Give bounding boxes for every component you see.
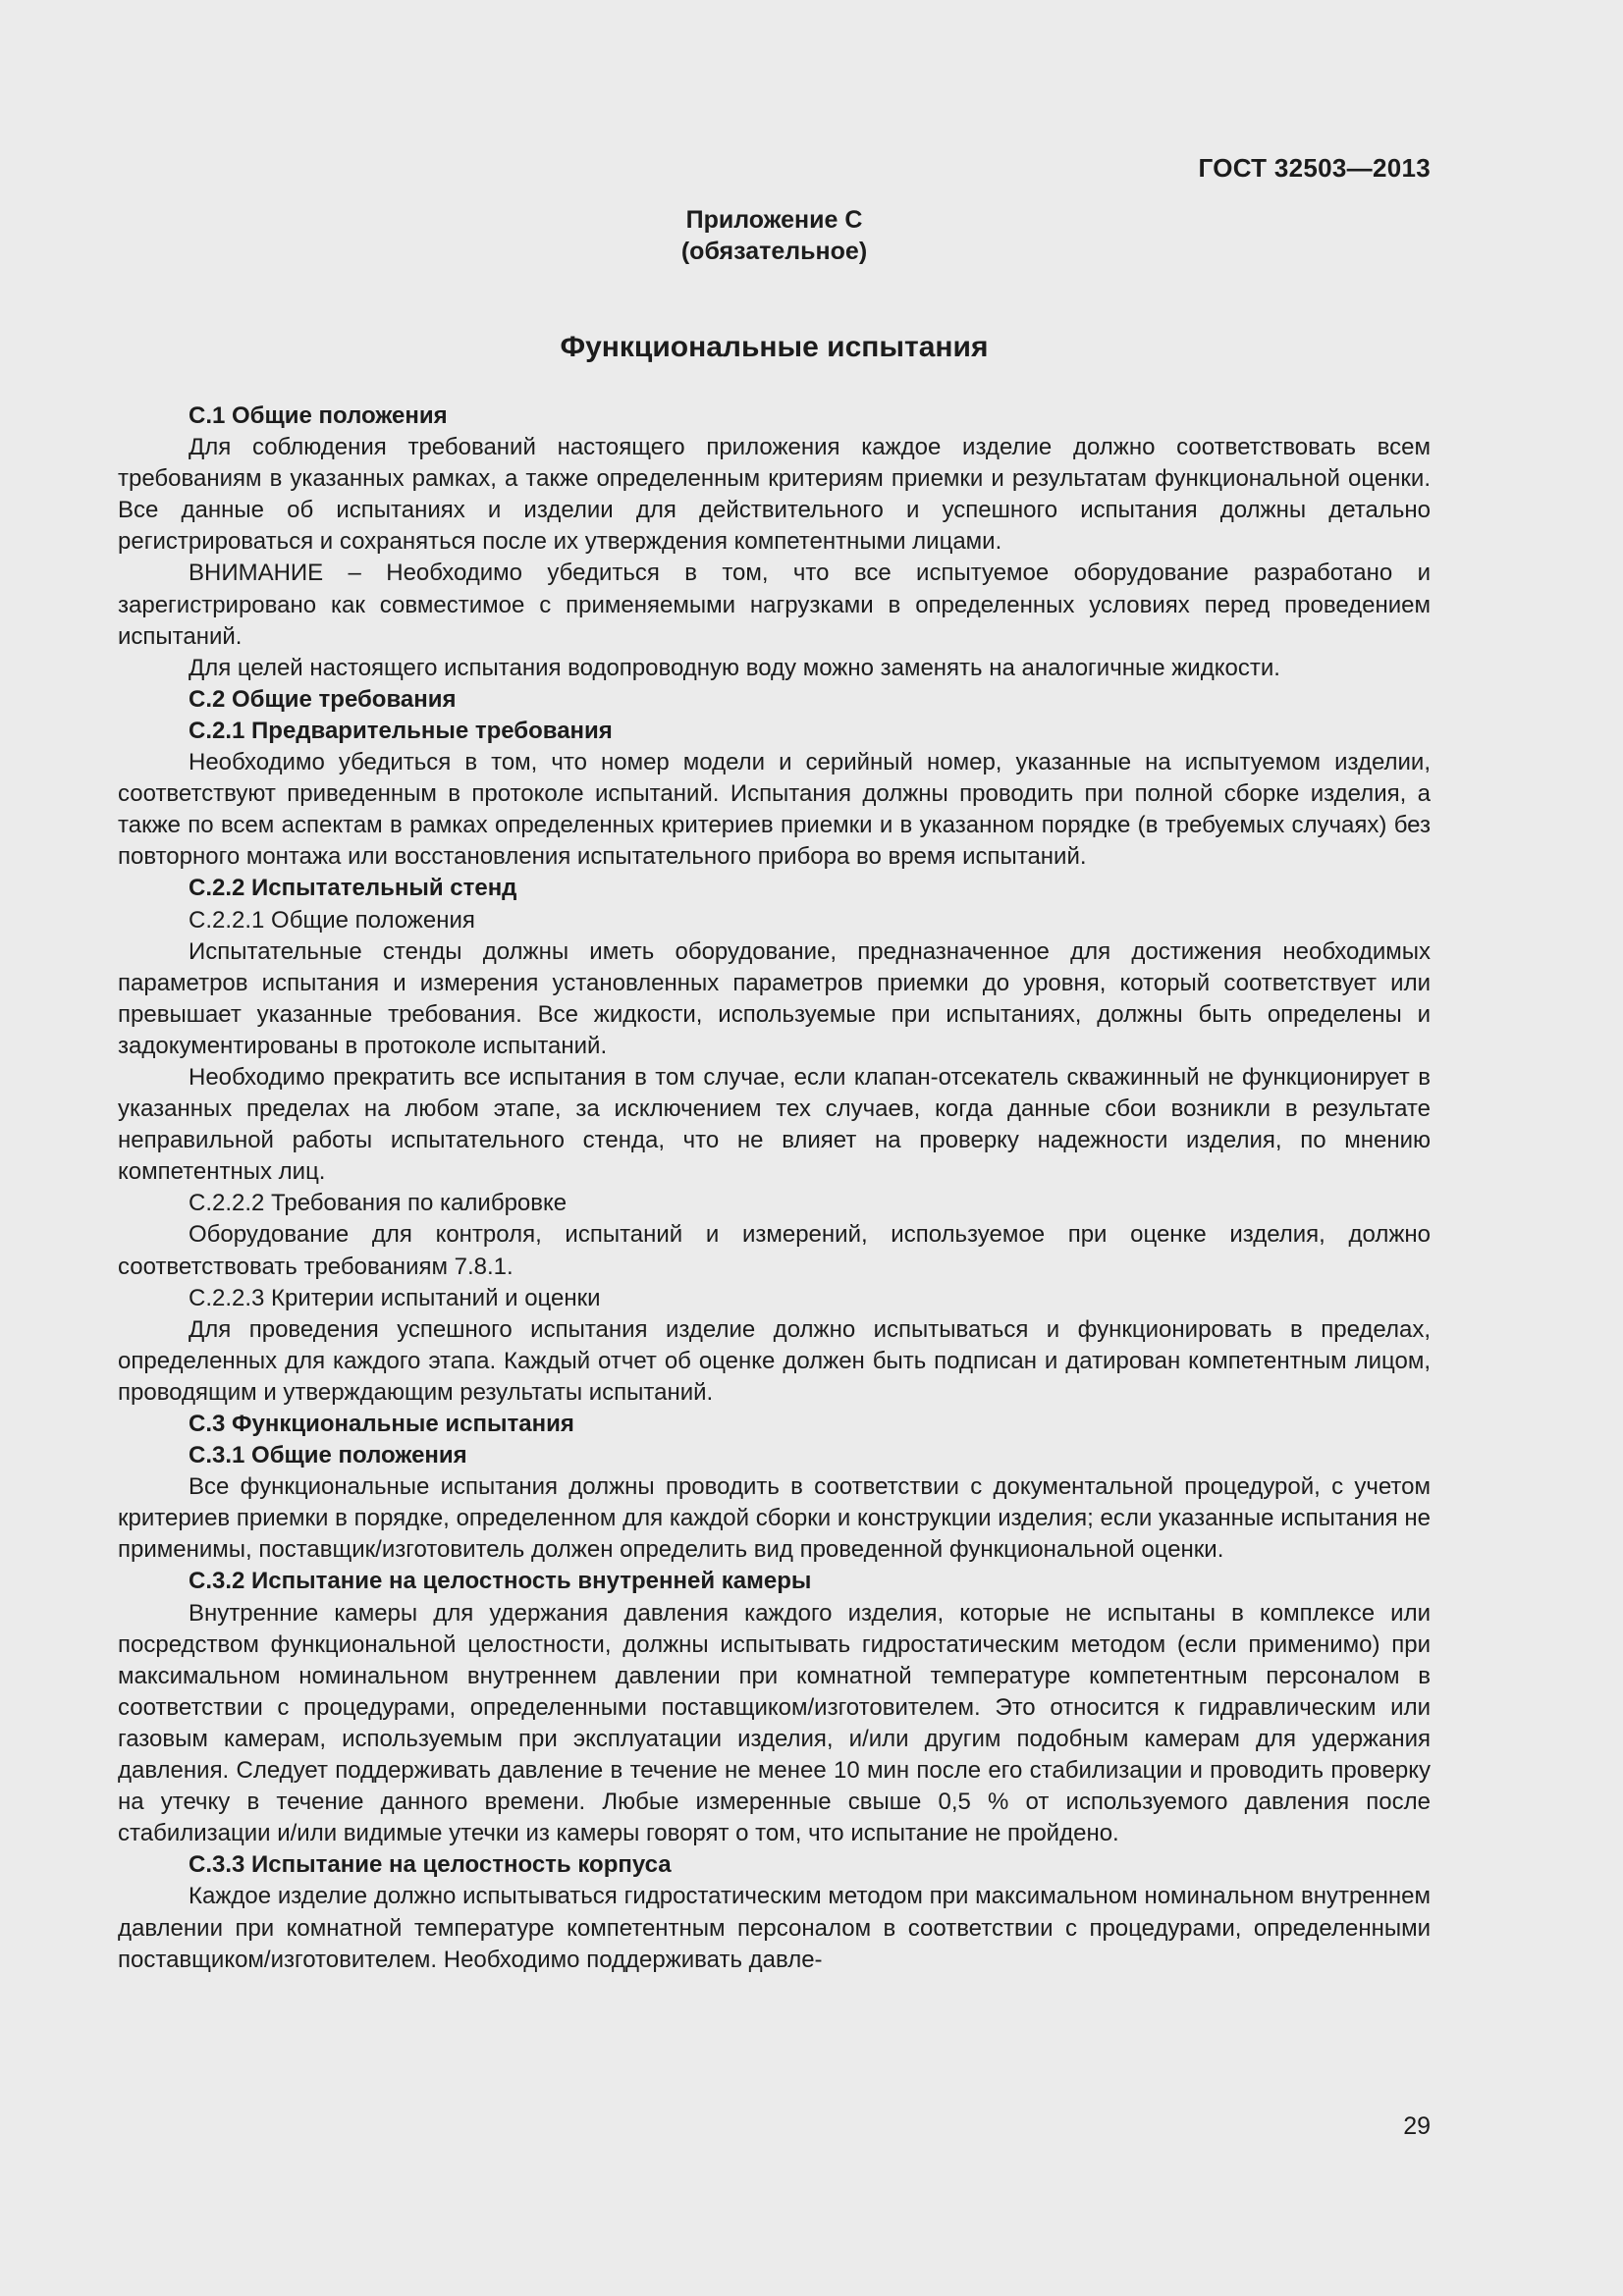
section-heading: С.2.1 Предварительные требования — [189, 717, 613, 744]
page-title: Функциональные испытания — [560, 331, 989, 363]
paragraph: Испытательные стенды должны иметь оборудование, предназначенное для достижения необходимых параметров испытания и измерения установленных параметров приемки до уровня, который соответствует или превышает указанные требования. Все жидкости, используемые при испытаниях, должны быть определены и задокументированы в протоколе испытаний. — [118, 937, 1431, 1059]
annex-status: (обязательное) — [680, 238, 868, 265]
page-number: 29 — [1403, 2112, 1431, 2140]
paragraph: Для целей настоящего испытания водопроводную воду можно заменять на аналогичные жидкости. — [189, 654, 1280, 681]
subsection-heading: С.2.2.1 Общие положения — [189, 906, 475, 934]
document-body — [118, 400, 1431, 1976]
subsection-heading: С.2.2.3 Критерии испытаний и оценки — [189, 1284, 601, 1311]
annex-heading — [118, 204, 1431, 267]
paragraph: Внутренние камеры для удержания давления каждого изделия, которые не испытаны в комплексе или посредством функциональной целостности, должны испытывать гидростатическим методом (если применимо) при максимальном номинальном внутреннем давлении при комнатной температуре компетентным персоналом в соответствии с процедурами, определенными поставщиком/изготовителем. Это относится к гидравлическим или газовым камерам, используемым при эксплуатации изделия, и/или другим подобным камерам для удержания давления. Следует поддерживать давление в течение не менее 10 мин после его стабилизации и проводить проверку на утечку в течение данного времени. Любые измеренные свыше 0,5 % от используемого давления после стабилизации и/или видимые утечки из камеры говорят о том, что испытание не пройдено. — [118, 1599, 1431, 1847]
paragraph: Все функциональные испытания должны проводить в соответствии с документальной процедурой, с учетом критериев приемки в порядке, определенном для каждой сборки и конструкции изделия; если указанные испытания не применимы, поставщик/изготовитель должен определить вид проведенной функциональной оценки. — [118, 1473, 1431, 1564]
section-heading: С.3.2 Испытание на целостность внутренней камеры — [189, 1568, 812, 1595]
section-heading: С.3.3 Испытание на целостность корпуса — [189, 1851, 672, 1879]
paragraph: Необходимо прекратить все испытания в том случае, если клапан-отсекатель скважинный не функционирует в указанных пределах на любом этапе, за исключением тех случаев, когда данные сбои возникли в результате неправильной работы испытательного стенда, что не влияет на проверку надежности изделия, по мнению компетентных лиц. — [118, 1063, 1431, 1186]
subsection-heading: С.2.2.2 Требования по калибровке — [189, 1190, 568, 1217]
section-heading: С.2.2 Испытательный стенд — [189, 875, 517, 902]
paragraph: Необходимо убедиться в том, что номер модели и серийный номер, указанные на испытуемом изделии, соответствуют приведенным в протоколе испытаний. Испытания должны проводить при полной сборке изделия, а также по всем аспектам в рамках определенных критериев приемки и в указанном порядке (в требуемых случаях) без повторного монтажа или восстановления испытательного прибора во время испытаний. — [118, 749, 1431, 871]
section-heading: С.2 Общие требования — [189, 685, 457, 713]
paragraph: Для проведения успешного испытания изделие должно испытываться и функционировать в пределах, определенных для каждого этапа. Каждый отчет об оценке должен быть подписан и датирован компетентным лицом, проводящим и утверждающим результаты испытаний. — [118, 1315, 1431, 1406]
annex-title: Приложение С — [685, 206, 863, 234]
section-heading: С.3 Функциональные испытания — [189, 1411, 574, 1437]
paragraph: ВНИМАНИЕ – Необходимо убедиться в том, что все испытуемое оборудование разработано и зарегистрировано как совместимое с применяемыми нагрузками в определенных условиях перед проведением испытаний. — [118, 560, 1431, 650]
section-heading: С.1 Общие положения — [189, 402, 448, 429]
document-id: ГОСТ 32503—2013 — [1198, 153, 1431, 183]
paragraph: Каждое изделие должно испытываться гидростатическим методом при максимальном номинальном внутреннем давлении при комнатной температуре компетентным персоналом в соответствии с процедурами, определенными поставщиком/изготовителем. Необходимо поддерживать давле- — [118, 1883, 1431, 1973]
section-heading: С.3.1 Общие положения — [189, 1442, 467, 1469]
paragraph: Оборудование для контроля, испытаний и измерений, используемое при оценке изделия, должно соответствовать требованиям 7.8.1. — [118, 1221, 1431, 1280]
paragraph: Для соблюдения требований настоящего приложения каждое изделие должно соответствовать всем требованиям в указанных рамках, а также определенным критериям приемки и результатам функциональной оценки. Все данные об испытаниях и изделии для действительного и успешного испытания должны детально регистрироваться и сохраняться после их утверждения компетентными лицами. — [118, 434, 1431, 556]
